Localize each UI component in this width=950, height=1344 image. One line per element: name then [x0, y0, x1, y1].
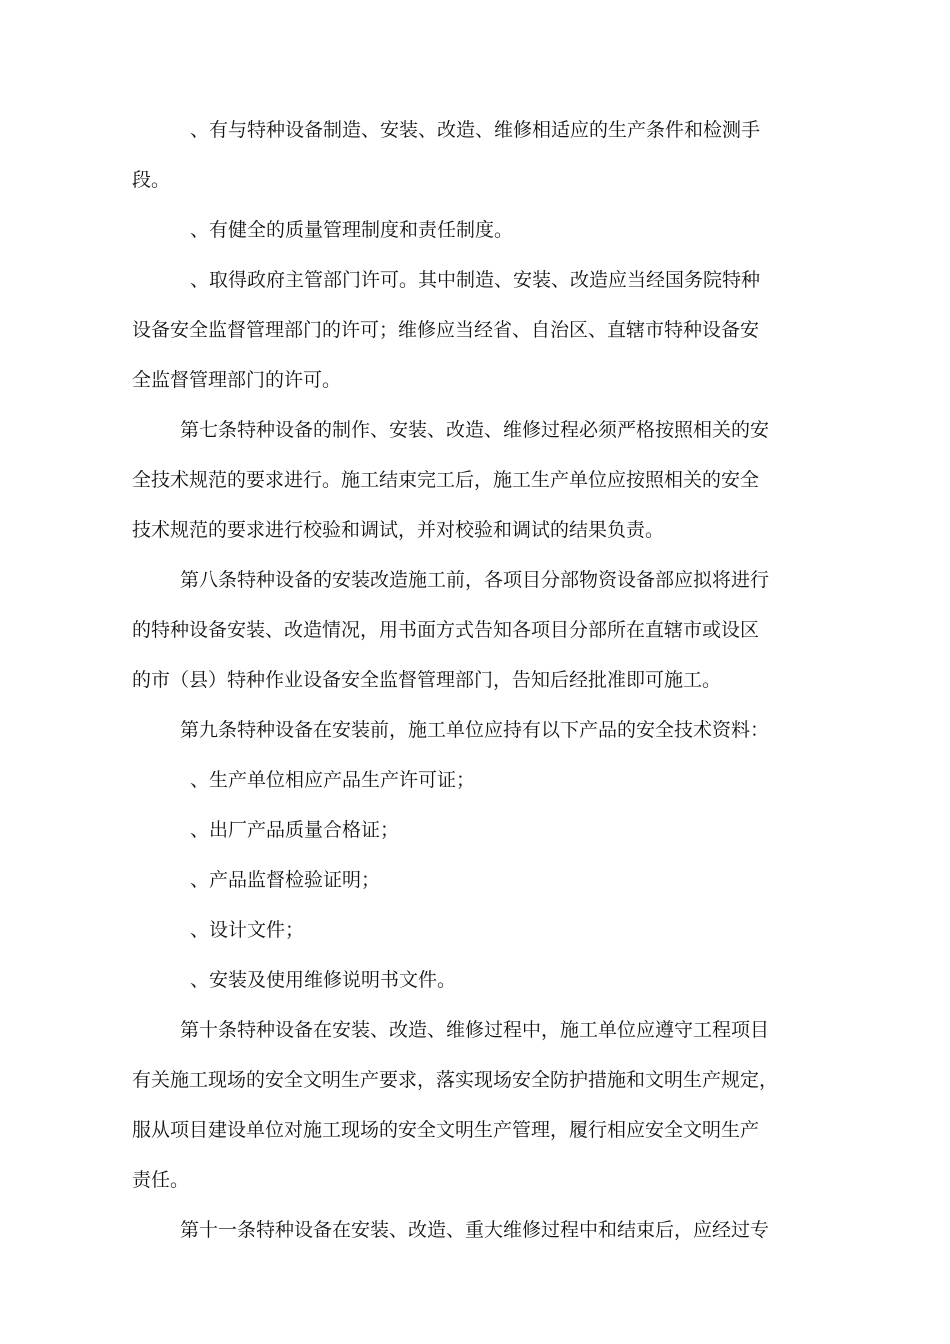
text-line: 第八条特种设备的安装改造施工前，各项目分部物资设备部应拟将进行 [180, 569, 770, 591]
text-line: 的特种设备安装、改造情况，用书面方式告知各项目分部所在直辖市或设区 [132, 619, 760, 641]
text-line: 责任。 [132, 1169, 190, 1191]
text-line: 设备安全监督管理部门的许可；维修应当经省、自治区、直辖市特种设备安 [132, 319, 760, 341]
text-line: 全技术规范的要求进行。施工结束完工后，施工生产单位应按照相关的安全 [132, 469, 760, 491]
text-line: 、生产单位相应产品生产许可证； [190, 769, 476, 791]
text-line: 服从项目建设单位对施工现场的安全文明生产管理，履行相应安全文明生产 [132, 1119, 760, 1141]
text-line: 、有与特种设备制造、安装、改造、维修相适应的生产条件和检测手 [190, 119, 761, 141]
text-line: 段。 [132, 169, 171, 191]
text-line: 、安装及使用维修说明书文件。 [190, 969, 457, 991]
text-line: 、取得政府主管部门许可。其中制造、安装、改造应当经国务院特种 [190, 269, 761, 291]
text-line: 、设计文件； [190, 919, 305, 941]
text-line: 第七条特种设备的制作、安装、改造、维修过程必须严格按照相关的安 [180, 419, 770, 441]
text-line: 技术规范的要求进行校验和调试，并对校验和调试的结果负责。 [132, 519, 665, 541]
text-line: 的市（县）特种作业设备安全监督管理部门，告知后经批准即可施工。 [132, 669, 722, 691]
text-line: 第十一条特种设备在安装、改造、重大维修过程中和结束后，应经过专 [180, 1219, 770, 1241]
text-line: 全监督管理部门的许可。 [132, 369, 342, 391]
text-line: 第九条特种设备在安装前，施工单位应持有以下产品的安全技术资料： [180, 719, 770, 741]
text-line: 第十条特种设备在安装、改造、维修过程中，施工单位应遵守工程项目 [180, 1019, 770, 1041]
text-line: 有关施工现场的安全文明生产要求，落实现场安全防护措施和文明生产规定， [132, 1069, 779, 1091]
text-line: 、有健全的质量管理制度和责任制度。 [190, 219, 514, 241]
text-line: 、产品监督检验证明； [190, 869, 381, 891]
text-line: 、出厂产品质量合格证； [190, 819, 400, 841]
